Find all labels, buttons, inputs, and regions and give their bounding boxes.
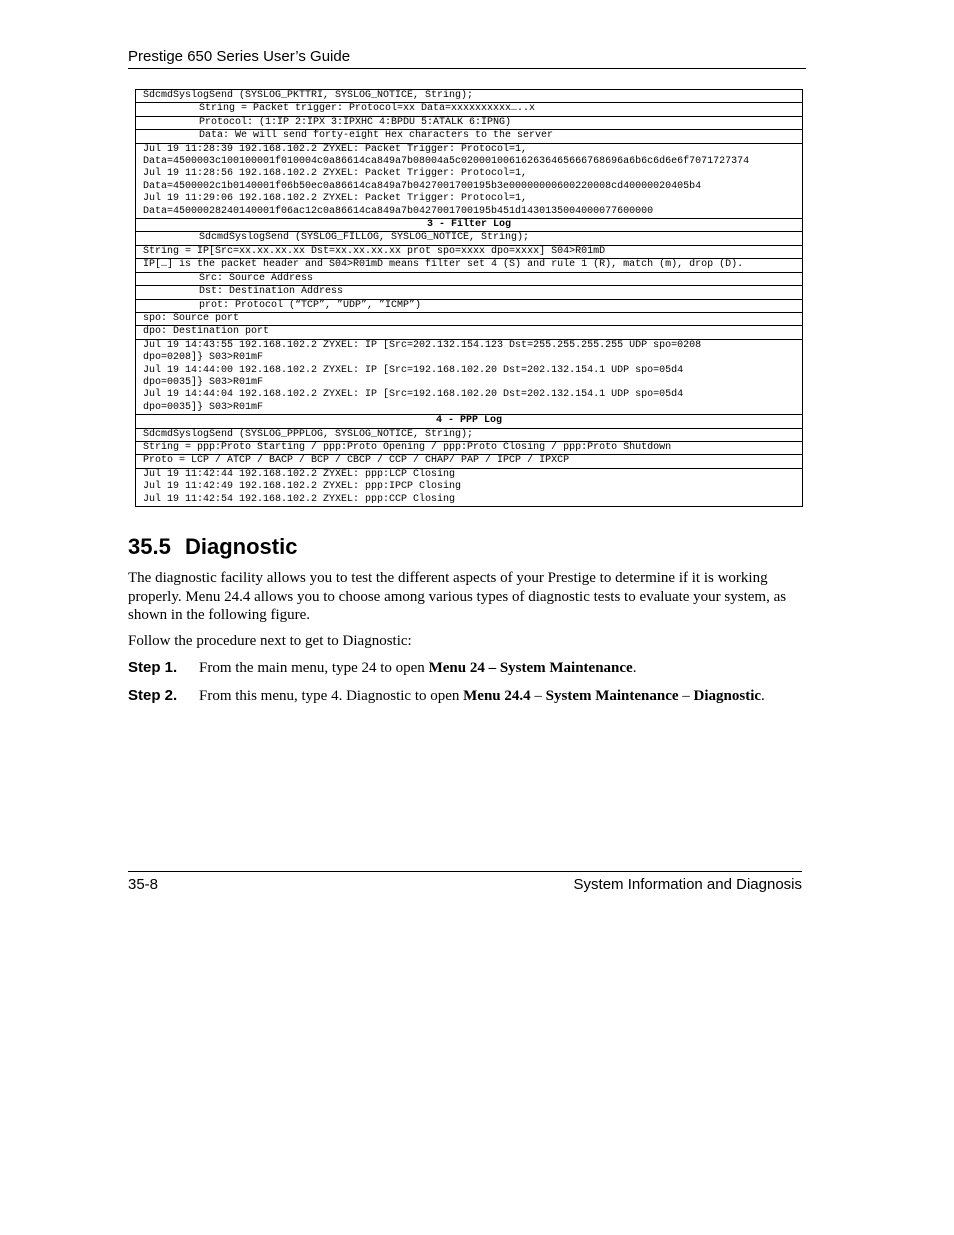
- table-row: [136, 272, 803, 285]
- table-row: [136, 116, 803, 129]
- step-label: Step 2.: [128, 687, 178, 704]
- table-row: [136, 428, 803, 441]
- table-row: [136, 299, 803, 312]
- table-row: [136, 441, 803, 454]
- table-cell: Jul 19 11:28:39 192.168.102.2 ZYXEL: Packet Trigger: Protocol=1, Data=4500003c100100001f010004c0a86614ca849a7b08004a5c020001006162636465666768696a6b6c6d6e6f7071727374 Jul 19 11:28:56 192.168.102.2 ZYXEL: Packet Trigger: Protocol=1, Data=4500002c1b0140001f06b50ec0a86614ca849a7b0427001700195b3e00000000600220008cd40000020405b4 Jul 19 11:29:06 192.168.102.2 ZYXEL: Packet Trigger: Protocol=1, Data=45000028240140001f06ac12c0a86614ca849a7b0427001700195b451d1430135004000077600000: [136, 143, 803, 218]
- table-cell: Src: Source Address: [136, 272, 803, 285]
- table-row: [136, 130, 803, 143]
- table-row: [136, 90, 803, 103]
- page-header: [128, 47, 806, 69]
- step-text-end: .: [632, 660, 637, 676]
- step-text-plain: From this menu, type 4. Diagnostic to open: [199, 688, 464, 704]
- table-cell: IP[…] is the packet header and S04>R01mD means filter set 4 (S) and rule 1 (R), match (m), drop (D).: [136, 259, 803, 272]
- table-cell: Protocol: (1:IP 2:IPX 3:IPXHC 4:BPDU 5:ATALK 6:IPNG): [136, 116, 803, 129]
- table-cell: Jul 19 11:42:44 192.168.102.2 ZYXEL: ppp:LCP Closing Jul 19 11:42:49 192.168.102.2 ZYXEL: ppp:IPCP Closing Jul 19 11:42:54 192.168.102.2 ZYXEL: ppp:CCP Closing: [136, 468, 803, 506]
- menu-name: System Maintenance: [545, 688, 679, 704]
- table-row: [136, 339, 803, 414]
- procedure-paragraph: Follow the procedure next to get to Diagnostic:: [128, 633, 412, 649]
- step-text: [199, 659, 636, 678]
- guide-title: Prestige 650 Series User’s Guide: [128, 48, 351, 65]
- section-heading: [128, 534, 297, 560]
- table-row: [136, 286, 803, 299]
- table-cell: SdcmdSyslogSend (SYSLOG_PKTTRI, SYSLOG_NOTICE, String);: [136, 90, 803, 103]
- table-row: [136, 219, 803, 232]
- table-row: [136, 326, 803, 339]
- table-row: [136, 415, 803, 428]
- step-text-end: .: [761, 688, 765, 704]
- page-number: 35-8: [128, 876, 159, 893]
- table-row: [136, 468, 803, 506]
- table-row: [136, 259, 803, 272]
- dash-separator: –: [530, 688, 546, 704]
- section-number: 35.5: [128, 534, 171, 559]
- table-cell: dpo: Destination port: [136, 326, 803, 339]
- table-row: [136, 143, 803, 218]
- table-row: [136, 232, 803, 245]
- section-title-text: Diagnostic: [185, 534, 298, 559]
- menu-number: Menu 24.4: [463, 688, 531, 704]
- table-cell: spo: Source port: [136, 312, 803, 325]
- section-heading-cell: 3 - Filter Log: [136, 219, 803, 232]
- table-row: [136, 312, 803, 325]
- table-cell: SdcmdSyslogSend (SYSLOG_PPPLOG, SYSLOG_NOTICE, String);: [136, 428, 803, 441]
- section-heading-cell: 4 - PPP Log: [136, 415, 803, 428]
- table-row: [136, 455, 803, 468]
- table-cell: Jul 19 14:43:55 192.168.102.2 ZYXEL: IP [Src=202.132.154.123 Dst=255.255.255.255 UDP spo=0208 dpo=0208]} S03>R01mF Jul 19 14:44:00 192.168.102.2 ZYXEL: IP [Src=192.168.102.20 Dst=202.132.154.1 UDP spo=05d4 dpo=0035]} S03>R01mF Jul 19 14:44:04 192.168.102.2 ZYXEL: IP [Src=192.168.102.20 Dst=202.132.154.1 UDP spo=05d4 dpo=0035]} S03>R01mF: [136, 339, 803, 414]
- table-row: [136, 103, 803, 116]
- table-row: [136, 245, 803, 258]
- table-cell: SdcmdSyslogSend (SYSLOG_FILLOG, SYSLOG_NOTICE, String);: [136, 232, 803, 245]
- page-footer: [128, 871, 802, 892]
- table-cell: String = ppp:Proto Starting / ppp:Proto Opening / ppp:Proto Closing / ppp:Proto Shutdown: [136, 441, 803, 454]
- intro-paragraph: The diagnostic facility allows you to test the different aspects of your Prestige to determine if it is working properly. Menu 24.4 allows you to choose among various types of diagnostic tests to evaluate your system, as shown in the following figure.: [128, 570, 787, 623]
- menu-name: Menu 24 – System Maintenance: [428, 660, 633, 676]
- step-text-plain: From the main menu, type 24 to open: [199, 660, 429, 676]
- dash-separator: –: [678, 688, 694, 704]
- chapter-title: System Information and Diagnosis: [573, 876, 802, 893]
- table-cell: prot: Protocol (“TCP”, ”UDP”, ”ICMP”): [136, 299, 803, 312]
- table-cell: String = Packet trigger: Protocol=xx Data=xxxxxxxxxx…..x: [136, 103, 803, 116]
- step-label: Step 1.: [128, 659, 178, 676]
- syslog-table: [135, 89, 803, 507]
- step-text: [199, 687, 765, 706]
- table-cell: Data: We will send forty-eight Hex characters to the server: [136, 130, 803, 143]
- table-cell: String = IP[Src=xx.xx.xx.xx Dst=xx.xx.xx.xx prot spo=xxxx dpo=xxxx] S04>R01mD: [136, 245, 803, 258]
- table-cell: Proto = LCP / ATCP / BACP / BCP / CBCP / CCP / CHAP/ PAP / IPCP / IPXCP: [136, 455, 803, 468]
- submenu-name: Diagnostic: [693, 688, 762, 704]
- table-cell: Dst: Destination Address: [136, 286, 803, 299]
